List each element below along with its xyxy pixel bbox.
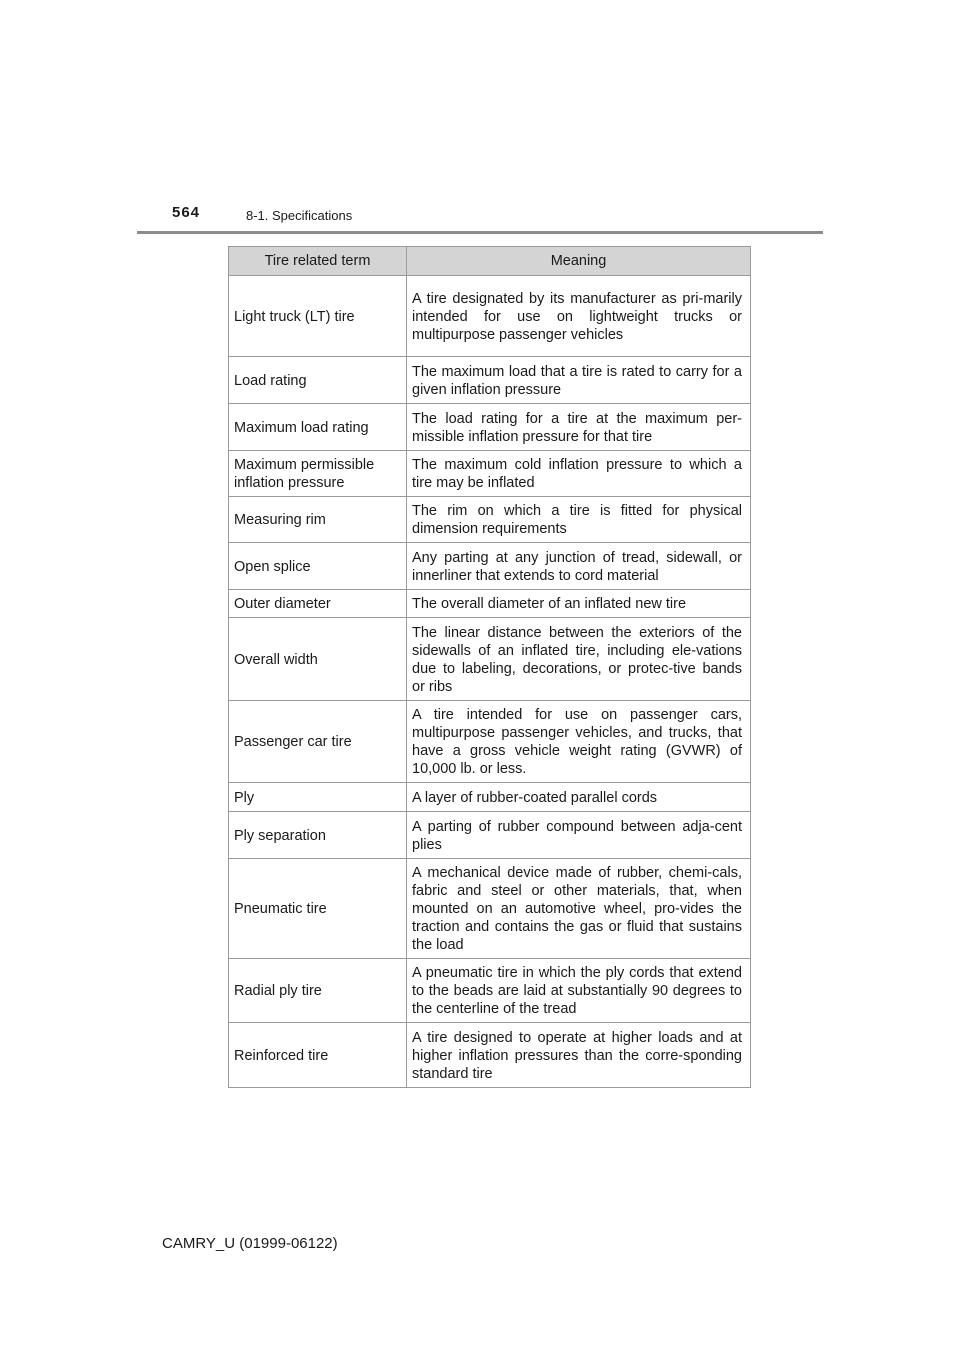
term-cell: Open splice — [229, 543, 407, 590]
term-cell: Maximum permissible inflation pressure — [229, 451, 407, 497]
column-header-meaning: Meaning — [407, 247, 751, 276]
term-cell: Ply separation — [229, 812, 407, 859]
table-row — [229, 590, 751, 618]
term-cell: Reinforced tire — [229, 1023, 407, 1088]
table-row — [229, 1023, 751, 1088]
table-row — [229, 812, 751, 859]
meaning-cell: A tire designed to operate at higher loads and at higher inflation pressures than the corre-sponding standard tire — [407, 1023, 751, 1088]
term-cell: Light truck (LT) tire — [229, 276, 407, 357]
meaning-cell: Any parting at any junction of tread, sidewall, or innerliner that extends to cord material — [407, 543, 751, 590]
table-row — [229, 959, 751, 1023]
term-cell: Load rating — [229, 357, 407, 404]
term-cell: Measuring rim — [229, 497, 407, 543]
table-row — [229, 497, 751, 543]
meaning-cell: A tire designated by its manufacturer as pri-marily intended for use on lightweight trucks or multipurpose passenger vehicles — [407, 276, 751, 357]
document-code: CAMRY_U (01999-06122) — [162, 1235, 338, 1252]
table-row — [229, 701, 751, 783]
table-row — [229, 276, 751, 357]
meaning-cell: A pneumatic tire in which the ply cords that extend to the beads are laid at substantially 90 degrees to the centerline of the tread — [407, 959, 751, 1023]
meaning-cell: A parting of rubber compound between adja-cent plies — [407, 812, 751, 859]
term-cell: Outer diameter — [229, 590, 407, 618]
term-cell: Maximum load rating — [229, 404, 407, 451]
table-row — [229, 451, 751, 497]
page-number: 564 — [172, 204, 201, 221]
table-row — [229, 543, 751, 590]
tire-terms-table — [228, 246, 751, 1088]
meaning-cell: The maximum load that a tire is rated to carry for a given inflation pressure — [407, 357, 751, 404]
table-row — [229, 859, 751, 959]
table-header-row — [229, 247, 751, 276]
meaning-cell: A layer of rubber-coated parallel cords — [407, 783, 751, 812]
table-row — [229, 357, 751, 404]
term-cell: Ply — [229, 783, 407, 812]
meaning-cell: A mechanical device made of rubber, chemi-cals, fabric and steel or other materials, that, when mounted on an automotive wheel, pro-vides the traction and contains the gas or fluid that sustains the load — [407, 859, 751, 959]
meaning-cell: The rim on which a tire is fitted for physical dimension requirements — [407, 497, 751, 543]
term-cell: Pneumatic tire — [229, 859, 407, 959]
meaning-cell: The linear distance between the exteriors of the sidewalls of an inflated tire, including ele-vations due to labeling, decorations, or protec-tive bands or ribs — [407, 618, 751, 701]
meaning-cell: The maximum cold inflation pressure to which a tire may be inflated — [407, 451, 751, 497]
table-row — [229, 404, 751, 451]
header-divider — [137, 231, 823, 234]
meaning-cell: The overall diameter of an inflated new tire — [407, 590, 751, 618]
table-row — [229, 618, 751, 701]
meaning-cell: The load rating for a tire at the maximum per-missible inflation pressure for that tire — [407, 404, 751, 451]
section-title: 8-1. Specifications — [246, 208, 353, 223]
term-cell: Radial ply tire — [229, 959, 407, 1023]
term-cell: Overall width — [229, 618, 407, 701]
table-row — [229, 783, 751, 812]
term-cell: Passenger car tire — [229, 701, 407, 783]
meaning-cell: A tire intended for use on passenger cars, multipurpose passenger vehicles, and trucks, that have a gross vehicle weight rating (GVWR) of 10,000 lb. or less. — [407, 701, 751, 783]
column-header-term: Tire related term — [229, 247, 407, 276]
